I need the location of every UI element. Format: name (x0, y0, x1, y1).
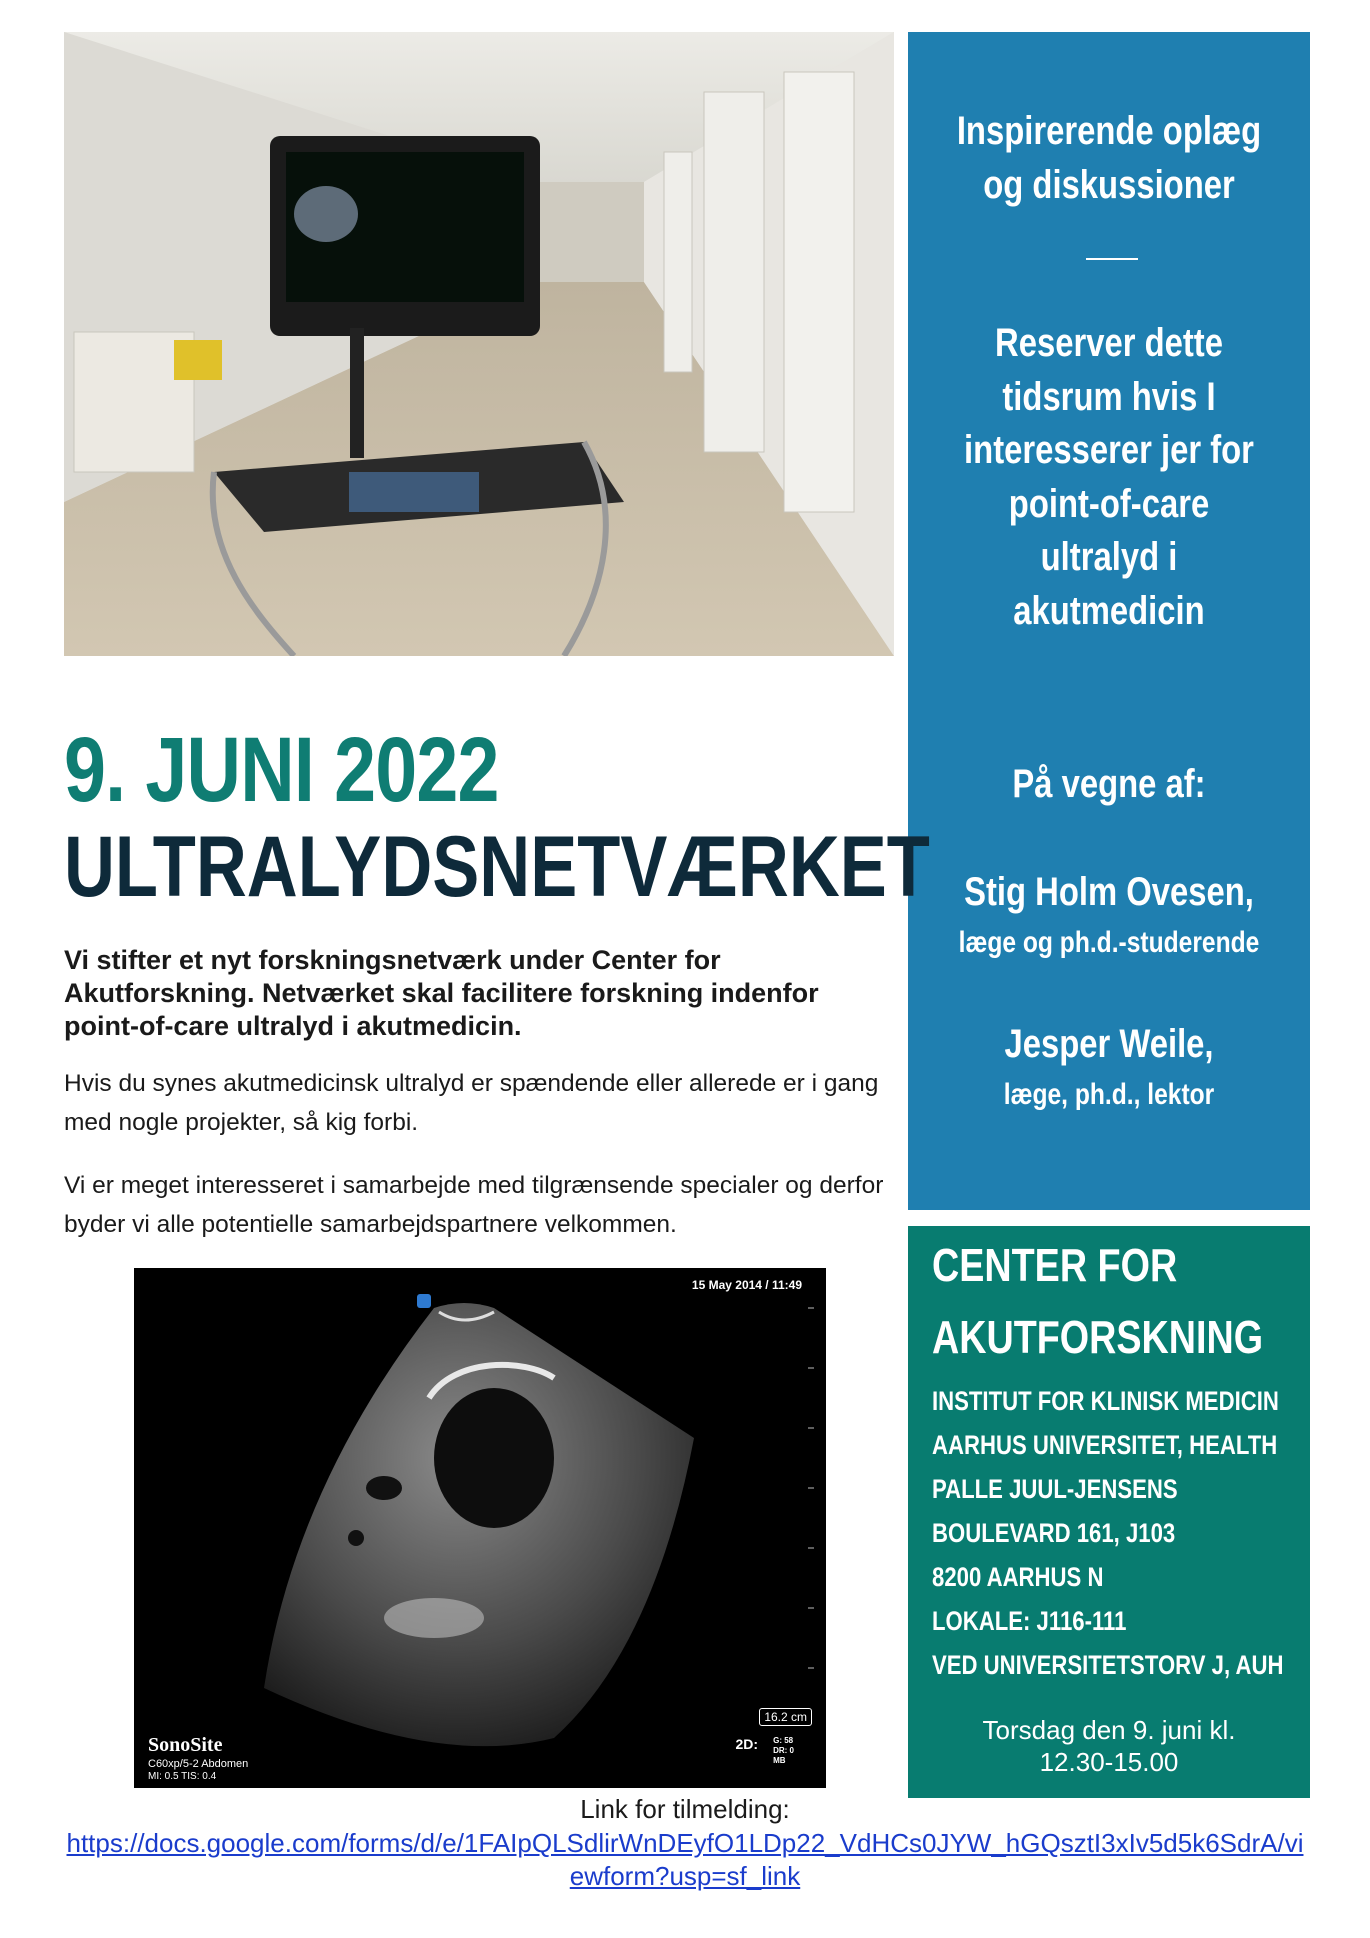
signup-link[interactable]: https://docs.google.com/forms/d/e/1FAIpQLSdlirWnDEyfO1LDp22_VdHCs0JYW_hGQsztI3xIv5d5k6SdrA/viewform?usp=sf_link (66, 1828, 1304, 1891)
ultrasound-depth: 16.2 cm (759, 1708, 812, 1726)
organizer-role: læge, ph.d., lektor (1003, 1078, 1215, 1111)
ultrasound-gain (773, 1736, 794, 1766)
gain-line: MB (773, 1756, 786, 1765)
ultrasound-indices: MI: 0.5 TIS: 0.4 (148, 1771, 217, 1782)
address-line: BOULEVARD 161, J103 (932, 1518, 1176, 1548)
reserve-line: Reserver dette (995, 321, 1223, 365)
center-title: CENTER FOR (932, 1239, 1178, 1291)
panel-heading-line: Inspirerende oplæg (956, 109, 1262, 153)
reserve-line: tidsrum hvis I (1002, 374, 1216, 419)
panel-heading (944, 104, 1274, 212)
reserve-line: ultralyd i (1040, 535, 1178, 579)
ultrasound-probe: C60xp/5-2 Abdomen (148, 1758, 249, 1770)
network-title: ULTRALYDSNETVÆRKET (64, 819, 930, 915)
address-line: LOKALE: J116-111 (932, 1606, 1127, 1636)
divider (1086, 258, 1138, 260)
ultrasound-timestamp: 15 May 2014 / 11:49 (691, 1278, 802, 1292)
reserve-line: point-of-care (1008, 481, 1210, 526)
organizer-name: Stig Holm Ovesen, (964, 870, 1254, 914)
reserve-line: akutmedicin (1013, 588, 1205, 633)
organizer-role: læge og ph.d.-studerende (958, 926, 1260, 959)
signup-label: Link for tilmelding: (580, 1794, 790, 1824)
ultrasound-mode: 2D: (735, 1736, 758, 1752)
ultrasound-image (134, 1268, 826, 1788)
behalf-label: På vegne af: (1012, 762, 1206, 806)
event-info-panel (908, 32, 1310, 1210)
lead-paragraph: Vi stifter et nyt forskningsnetværk under Center for Akutforskning. Netværket skal facilitere forskning indenfor point-of-care ultralyd i akutmedicin. (64, 945, 819, 1041)
ultrasound-brand: SonoSite (148, 1734, 223, 1756)
reserve-text (944, 317, 1274, 638)
body-paragraph: Vi er meget interesseret i samarbejde med tilgrænsende specialer og derfor byder vi alle potentielle samarbejdspartnere velkommen. (64, 1172, 884, 1238)
event-time-line: 12.30-15.00 (1039, 1747, 1179, 1777)
panel-heading-line: og diskussioner (983, 163, 1235, 207)
address-line: 8200 AARHUS N (932, 1562, 1104, 1592)
address-line: PALLE JUUL-JENSENS (932, 1474, 1178, 1504)
reserve-line: interesserer jer for (964, 428, 1254, 472)
event-time-line: Torsdag den 9. juni kl. (982, 1715, 1236, 1745)
gain-line: G: 58 (773, 1736, 794, 1745)
body-paragraph: Hvis du synes akutmedicinsk ultralyd er spændende eller allerede er i gang med nogle projekter, så kig forbi. (64, 1070, 879, 1136)
event-time (908, 1714, 1310, 1778)
center-info-panel (908, 1226, 1310, 1798)
address-line: INSTITUT FOR KLINISK MEDICIN (932, 1386, 1279, 1416)
event-date: 9. JUNI 2022 (64, 719, 499, 821)
center-title: AKUTFORSKNING (932, 1311, 1264, 1363)
gain-line: DR: 0 (773, 1746, 794, 1755)
address-line: VED UNIVERSITETSTORV J, AUH (932, 1650, 1284, 1680)
organizer-name: Jesper Weile, (1004, 1022, 1214, 1066)
address-line: AARHUS UNIVERSITET, HEALTH (932, 1430, 1278, 1460)
hallway-ultrasound-photo (64, 32, 894, 656)
